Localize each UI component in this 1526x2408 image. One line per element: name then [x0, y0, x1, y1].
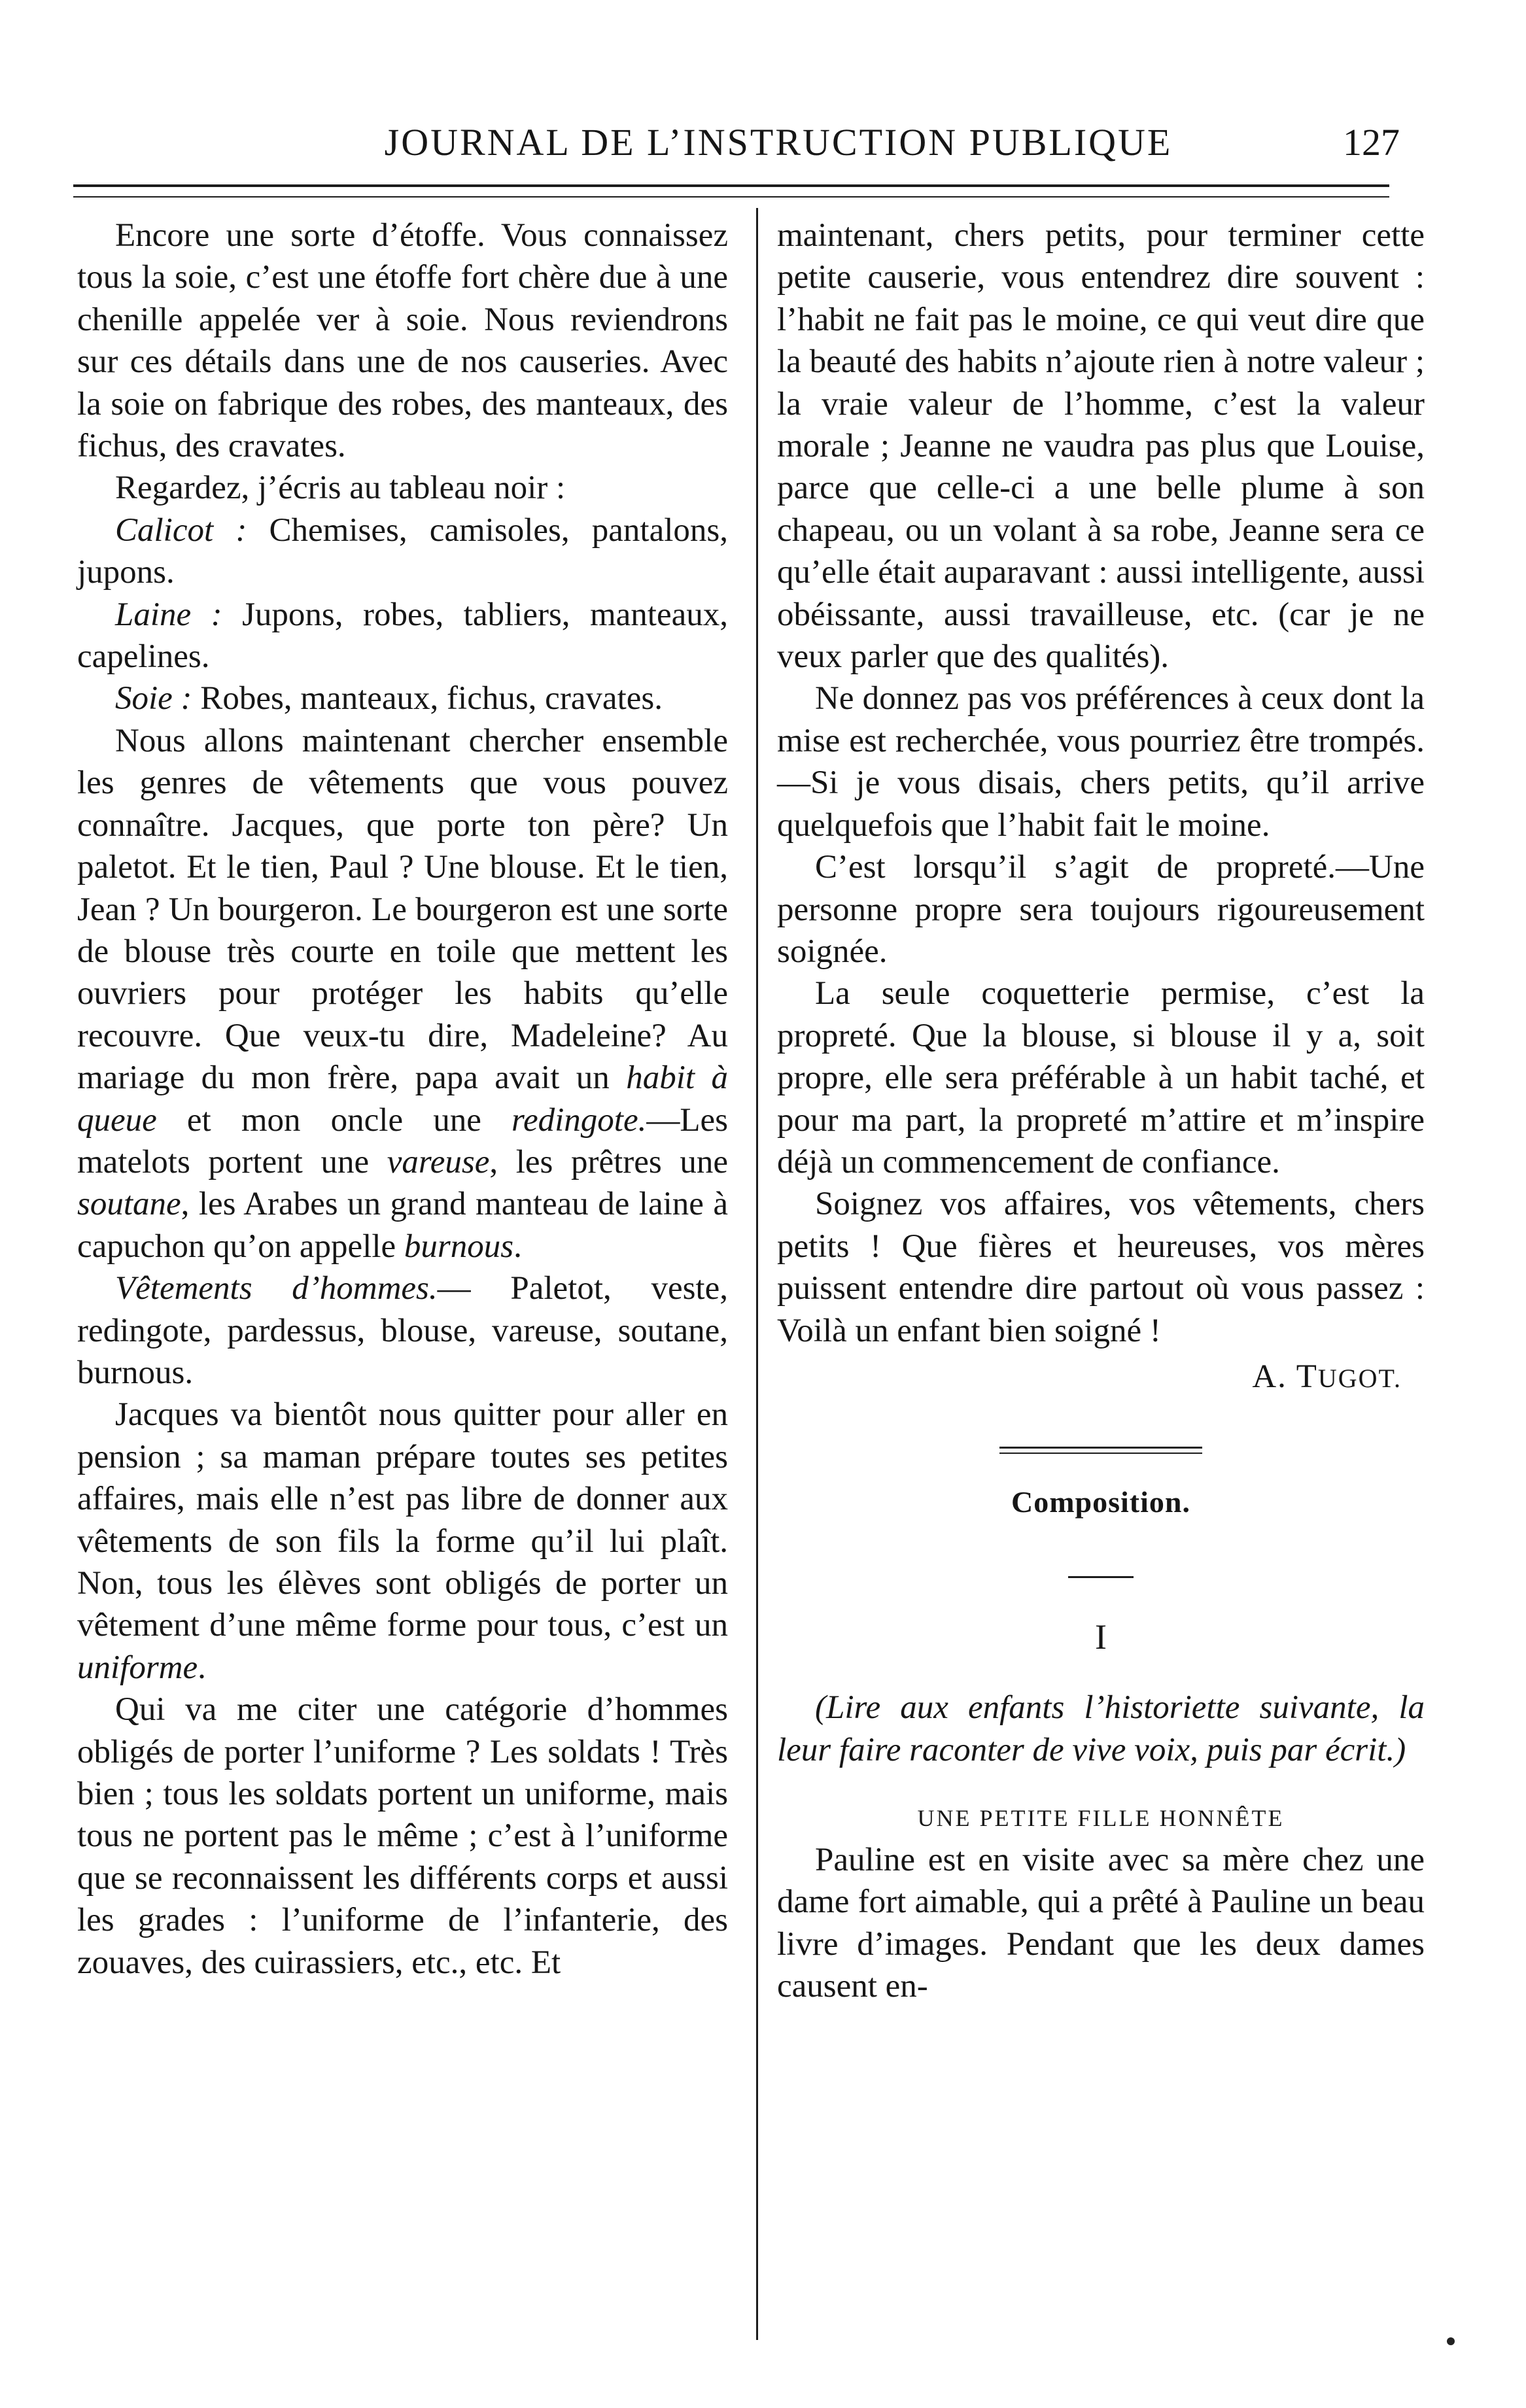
italic-term: uniforme	[77, 1649, 198, 1686]
paragraph-habit-moine: maintenant, chers petits, pour terminer cette petite causerie, vous entendrez dire souvent : l’habit ne fait pas le moine, ce qui veut dire que la beauté des habits n’ajoute rien à notre valeur ; la vraie valeur de l’homme, c’est la valeur morale ; Jeanne ne vaudra pas plus que Louise, parce que celle-ci a une belle plume à son chapeau, ou un volant à sa robe, Jeanne sera ce qu’elle était auparavant : aussi intelligente, aussi obéissante, aussi travailleuse, etc. (car je ne veux parler que des qualités).	[777, 217, 1425, 676]
list-entry-calicot	[77, 509, 728, 594]
paragraph-soldiers: Qui va me citer une catégorie d’hommes obligés de porter l’uniforme ? Les soldats ! Très bien ; tous les soldats portent un uniforme, mais tous ne portent pas le même ; c’est à l’uniforme que se reconnaissent les différents corps et aussi les grades : l’uniforme de l’infanterie, des zouaves, des cuirassiers, etc., etc. Et	[77, 1691, 728, 1981]
paragraph-coquetterie: La seule coquetterie permise, c’est la propreté. Que la blouse, si blouse il y a, soit propre, elle sera préférable à un habit taché, et pour ma part, la propreté m’attire et m’inspire déjà un commencement de confiance.	[777, 975, 1425, 1180]
short-rule	[1068, 1576, 1134, 1578]
list-entry-laine	[77, 594, 728, 678]
italic-term: soutane	[77, 1186, 181, 1223]
text-run: .	[198, 1649, 206, 1686]
entry-text-laine: Jupons, robes, tabliers, manteaux, capelines.	[77, 596, 728, 676]
italic-term: vareuse	[387, 1143, 490, 1180]
ink-dot	[1447, 2337, 1455, 2345]
italic-term: burnous	[404, 1228, 514, 1265]
paragraph-proprete: C’est lorsqu’il s’agit de propreté.—Une personne propre sera toujours rigoureusement soignée.	[777, 849, 1425, 970]
entry-text-mens-clothing: — Paletot, veste, redingote, pardessus, blouse, vareuse, soutane, burnous.	[77, 1270, 728, 1391]
paragraph-uniform	[77, 1394, 728, 1689]
term-calicot: Calicot :	[115, 511, 247, 549]
paragraph-garments	[77, 720, 728, 1267]
list-entry-mens-clothing	[77, 1267, 728, 1394]
page-header	[72, 116, 1413, 169]
list-entry-soie	[77, 678, 728, 719]
text-run: —Les matelots portent une	[77, 1101, 728, 1180]
section-rule-double	[999, 1447, 1202, 1454]
text-run: , les Arabes un grand manteau de laine à capuchon qu’on appelle	[77, 1186, 728, 1265]
term-laine: Laine :	[115, 596, 222, 633]
story-paragraph: Pauline est en visite avec sa mère chez une dame fort aimable, qui a prêté à Pauline un beau livre d’images. Pendant que les deux dames causent en-	[777, 1842, 1425, 2005]
text-run: .	[513, 1228, 522, 1265]
left-column	[77, 215, 728, 1984]
entry-text-calicot: Chemises, camisoles, pantalons, jupons.	[77, 511, 728, 591]
story-title: UNE PETITE FILLE HONNÊTE	[917, 1805, 1285, 1831]
entry-text-soie: Robes, manteaux, fichus, cravates.	[192, 680, 663, 717]
paragraph-blackboard: Regardez, j’écris au tableau noir :	[115, 470, 566, 507]
running-title: JOURNAL DE L’INSTRUCTION PUBLIQUE	[384, 121, 1173, 163]
section-title: Composition.	[1011, 1485, 1190, 1519]
header-rule-thin	[73, 196, 1389, 198]
text-run: Nous allons maintenant chercher ensemble les genres de vêtements que vous pouvez connaître. Jacques, que porte ton père? Un paletot. Et le tien, Paul ? Une blouse. Et le tien, Jean ? Un bourgeron. Le bourgeron est une sorte de blouse très courte en toile que mettent les ouvriers pour protéger les habits qu’elle recouvre. Que veux-tu dire, Madeleine? Au mariage du mon frère, papa avait un	[77, 722, 728, 1097]
text-run: Jacques va bientôt nous quitter pour aller en pension ; sa maman prépare toutes ses petites affaires, mais elle n’est pas libre de donner aux vêtements de son fils la forme qu’il lui plaît. Non, tous les élèves sont obligés de porter un vêtement d’une même forme pour tous, c’est un	[77, 1396, 728, 1644]
header-rule-thick	[73, 184, 1389, 187]
text-run: , les prêtres une	[489, 1143, 728, 1180]
signature-initial: A. T	[1252, 1358, 1318, 1395]
paragraph-silk: Encore une sorte d’étoffe. Vous connaissez tous la soie, c’est une étoffe fort chère due à une chenille appelée ver à soie. Nous reviendrons sur ces détails dans une de nos causeries. Avec la soie on fabrique des robes, des manteaux, des fichus, des cravates.	[77, 217, 728, 465]
paragraph-preferences: Ne donnez pas vos préférences à ceux dont la mise est recherchée, vous pourriez être trompés.—Si je vous disais, chers petits, qu’il arrive quelquefois que l’habit fait le moine.	[777, 680, 1425, 844]
term-soie: Soie :	[115, 680, 192, 717]
italic-term: habit à queue	[77, 1059, 728, 1139]
text-run: et mon oncle une	[156, 1101, 512, 1139]
author-signature	[777, 1356, 1402, 1400]
exercise-instruction: (Lire aux enfants l’historiette suivante, la leur faire raconter de vive voix, puis par écrit.)	[777, 1689, 1425, 1768]
page-number: 127	[1343, 121, 1400, 163]
signature-rest: UGOT.	[1317, 1363, 1402, 1393]
paragraph-soignez: Soignez vos affaires, vos vêtements, chers petits ! Que fières et heureuses, vos mères puissent entendre dire partout où vous passez : Voilà un enfant bien soigné !	[777, 1186, 1425, 1349]
section-number: I	[1095, 1617, 1107, 1657]
italic-term: redingote.	[512, 1101, 647, 1139]
right-column	[777, 215, 1425, 2008]
column-divider	[756, 208, 758, 2340]
term-mens-clothing: Vêtements d’hommes.	[115, 1270, 438, 1307]
